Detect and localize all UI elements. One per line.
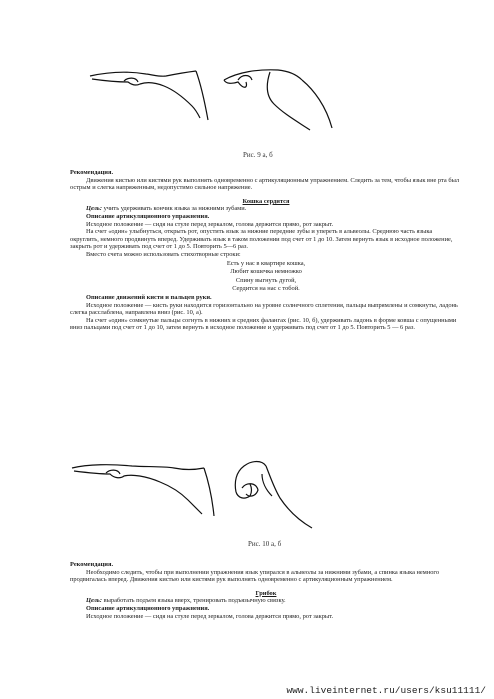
paragraph-poem-intro: Вместо счета можно использовать стихотворные строки: bbox=[86, 250, 241, 258]
recommendation-text: Движения кистью или кистями рук выполнять одновременно с артикуляционным упражнением. Следить за тем, чтобы язык вне рта был острым и слегка напряженным, недопустимо сильное напряжение. bbox=[70, 176, 460, 192]
articulation-description-title: Описание артикуляционного упражнения. bbox=[86, 604, 210, 612]
flat-hand-drawing bbox=[90, 71, 208, 120]
figure-10-caption: Рис. 10 а, б bbox=[248, 540, 282, 548]
recommendation-text: Необходимо следить, чтобы при выполнении упражнения язык упирался в альвеолы за нижними зубами, а спинка языка немного продвигалась вперед. Движения кистью или кистями рук выполнять одновременно с артикуляционным упражнением. bbox=[70, 568, 440, 584]
goal-label: Цель: bbox=[86, 205, 102, 213]
site-watermark: www.liveinternet.ru/users/ksu11111/ bbox=[286, 685, 486, 696]
flat-hand-drawing bbox=[72, 465, 214, 516]
figure-9-caption: Рис. 9 а, б bbox=[243, 151, 273, 159]
exercise-goal bbox=[70, 205, 462, 213]
recommendation-title: Рекомендация. bbox=[70, 169, 114, 176]
figure-9-illustration bbox=[88, 62, 348, 134]
bent-hand-drawing bbox=[235, 462, 312, 529]
exercise-title-cat: Кошка сердится bbox=[242, 197, 290, 205]
paragraph-hand-start: Исходное положение — кисть руки находится горизонтально на уровне солнечного сплетения, пальцы выпрямлены и сомкнуты, ладонь слегка расслаблена, направлена вниз (рис. 10, а). bbox=[70, 301, 458, 317]
recommendation-title: Рекомендация. bbox=[70, 561, 114, 568]
text-block-lower bbox=[70, 561, 462, 620]
paragraph-start-position: Исходное положение — сидя на стуле перед зеркалом, голова держится прямо, рот закрыт. bbox=[86, 612, 334, 620]
figure-10-illustration bbox=[66, 452, 336, 532]
poem-line: Спину выгнуть дугой, bbox=[235, 276, 297, 284]
poem-line: Сердится на нас с тобой. bbox=[232, 285, 300, 293]
poem-line: Любит кошечка немножко bbox=[230, 268, 302, 276]
goal-text: выработать подъем языка вверх, тренировать подъязычную связку. bbox=[101, 597, 286, 605]
exercise-title-mushroom: Грибок bbox=[255, 589, 277, 597]
goal-text: учить удерживать кончик языка за нижними зубами. bbox=[101, 205, 247, 213]
poem-line: Есть у нас в квартире кошка, bbox=[226, 259, 306, 267]
paragraph-hand-count: На счет «один» сомкнутые пальцы согнуть в нижних и средних фалангах (рис. 10, б), удерживать ладонь в форме ковша с опущенными вниз пальцами под счет от 1 до 10, затем вернуть в исходное положение и удерживать под счет от 1 до 5. Повторить 5 — 6 раз. bbox=[70, 316, 457, 332]
paragraph-count-one: На счет «один» улыбнуться, открыть рот, опустить язык за нижние передние зубы и упереть в альвеолы. Среднюю часть языка округлить, немного продвинуть вперед. Удерживать язык в таком положении под счет от 1 до 10. Затем вернуть язык в исходное положение, закрыть рот и удерживать под счет от 1 до 5. Повторить 5—6 раз. bbox=[70, 228, 453, 251]
exercise-goal bbox=[70, 597, 462, 605]
articulation-description-title: Описание артикуляционного упражнения. bbox=[86, 212, 210, 220]
text-block-upper bbox=[70, 169, 462, 332]
hand-description-title: Описание движений кисти и пальцев руки. bbox=[86, 293, 212, 301]
goal-label: Цель: bbox=[86, 597, 102, 605]
bent-hand-drawing bbox=[224, 70, 332, 130]
paragraph-start-position: Исходное положение — сидя на стуле перед зеркалом, голова держится прямо, рот закрыт. bbox=[86, 220, 334, 228]
